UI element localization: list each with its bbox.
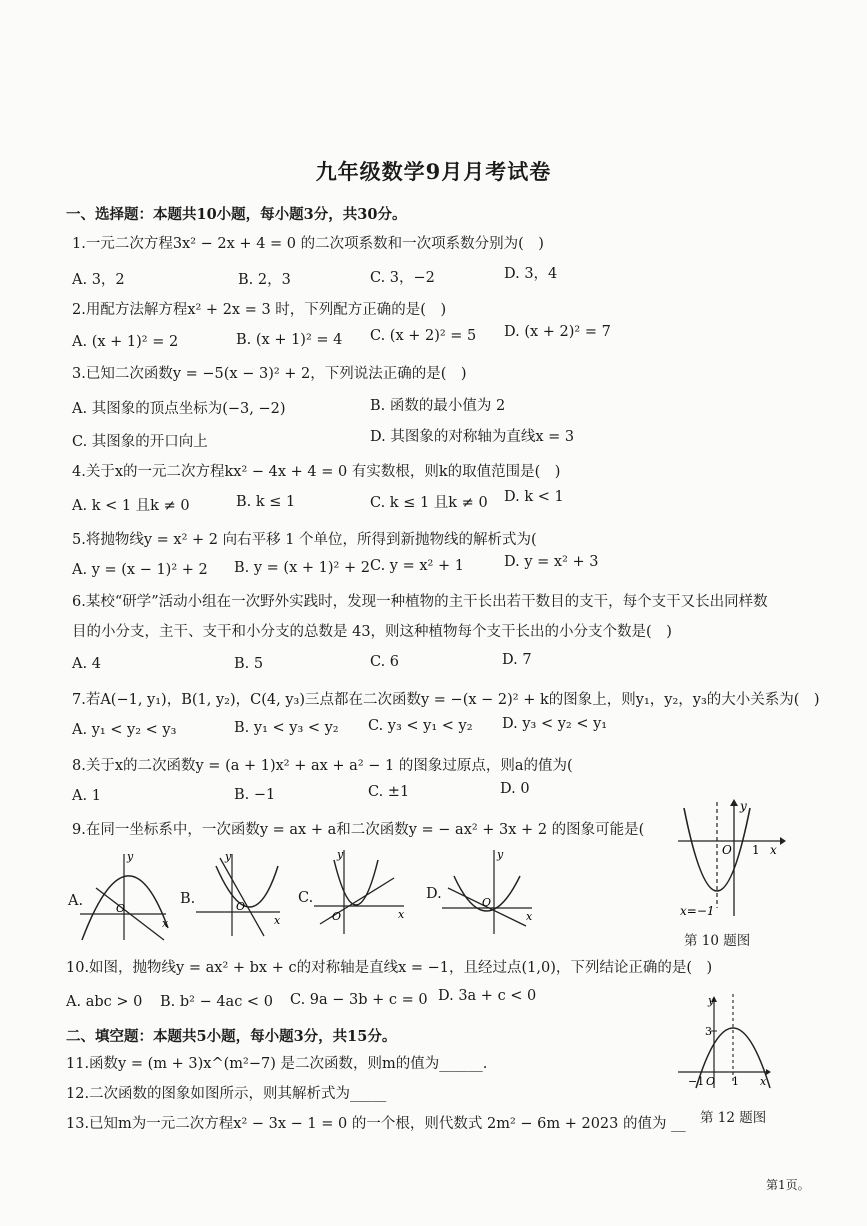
q6-option-b[interactable]: B. 5: [234, 656, 264, 672]
q4-option-d[interactable]: D. k < 1: [504, 489, 564, 505]
q2-option-c[interactable]: C. (x + 2)² = 5: [370, 328, 477, 344]
q5-option-d[interactable]: D. y = x² + 3: [504, 554, 599, 570]
q9-option-a[interactable]: A.: [68, 893, 84, 909]
fig12-x-label: x: [760, 1075, 767, 1088]
q10-option-b[interactable]: B. b² − 4ac < 0: [160, 994, 273, 1010]
q6-option-c[interactable]: C. 6: [370, 654, 400, 670]
q9c-origin-label: O: [332, 910, 342, 923]
page-number: 第1页。: [766, 1178, 810, 1192]
question-10-stem: 10.如图，抛物线y = ax² + bx + c的对称轴是直线x = −1，且经过点(1,0)，下列结论正确的是( ): [66, 960, 713, 976]
q2-option-d[interactable]: D. (x + 2)² = 7: [504, 324, 611, 340]
q3-option-c[interactable]: C. 其图象的开口向上: [72, 434, 208, 450]
q2-option-b[interactable]: B. (x + 1)² = 4: [236, 332, 343, 348]
q6-option-a[interactable]: A. 4: [72, 656, 101, 672]
section-2-heading: 二、填空题：本题共5小题，每小题3分，共15分。: [66, 1028, 397, 1045]
question-6-stem-line2: 目的小分支，主干、支干和小分支的总数是 43，则这种植物每个支干长出的小分支个数是( ): [72, 624, 672, 640]
fig12-origin-label: O: [706, 1075, 716, 1088]
q9-option-c[interactable]: C.: [298, 890, 314, 906]
q9b-x-label: x: [274, 914, 281, 927]
figure-12-caption: 第 12 题图: [700, 1110, 767, 1126]
q6-option-d[interactable]: D. 7: [502, 652, 532, 668]
q9-graph-c: [312, 846, 408, 936]
q9d-y-label: y: [497, 848, 504, 861]
q7-option-c[interactable]: C. y₃ < y₁ < y₂: [368, 718, 473, 734]
fig10-axis-label: x=−1: [680, 904, 715, 918]
q1-option-a[interactable]: A. 3，2: [72, 272, 125, 288]
q4-option-c[interactable]: C. k ≤ 1 且k ≠ 0: [370, 495, 488, 511]
question-5-stem: 5.将抛物线y = x² + 2 向右平移 1 个单位，所得到新抛物线的解析式为(: [72, 532, 537, 548]
q4-option-b[interactable]: B. k ≤ 1: [236, 494, 296, 510]
q5-option-c[interactable]: C. y = x² + 1: [370, 558, 464, 574]
question-12-stem: 12.二次函数的图象如图所示，则其解析式为_____: [66, 1086, 387, 1102]
question-13-stem: 13.已知m为一元二次方程x² − 3x − 1 = 0 的一个根，则代数式 2m² − 6m + 2023 的值为 __: [66, 1116, 686, 1132]
q10-option-c[interactable]: C. 9a − 3b + c = 0: [290, 992, 428, 1008]
q3-option-a[interactable]: A. 其图象的顶点坐标为(−3, −2): [72, 401, 286, 417]
page-title: 九年级数学9月月考试卷: [315, 159, 552, 184]
question-7-stem: 7.若A(−1, y₁)，B(1, y₂)，C(4, y₃)三点都在二次函数y = −(x − 2)² + k的图象上，则y₁，y₂，y₃的大小关系为( ): [72, 692, 820, 708]
fig12-y-label: y: [708, 994, 715, 1007]
question-11-stem: 11.函数y = (m + 3)x^(m²−7) 是二次函数，则m的值为______.: [66, 1056, 488, 1072]
q3-option-d[interactable]: D. 其图象的对称轴为直线x = 3: [370, 429, 575, 445]
fig12-one-label: 1: [732, 1075, 739, 1088]
q9b-origin-label: O: [236, 900, 246, 913]
fig10-one-label: 1: [752, 843, 760, 857]
q3-option-b[interactable]: B. 函数的最小值为 2: [370, 398, 506, 414]
q9d-x-label: x: [526, 910, 533, 923]
q1-option-c[interactable]: C. 3，−2: [370, 270, 435, 286]
q8-option-d[interactable]: D. 0: [500, 781, 530, 797]
q9a-x-label: x: [162, 917, 169, 930]
question-2-stem: 2.用配方法解方程x² + 2x = 3 时，下列配方正确的是( ): [72, 302, 447, 318]
figure-10-graph: [674, 796, 790, 920]
question-3-stem: 3.已知二次函数y = −5(x − 3)² + 2，下列说法正确的是( ): [72, 366, 467, 382]
q9a-y-label: y: [127, 850, 134, 863]
fig10-x-label: x: [770, 843, 777, 857]
figure-10-caption: 第 10 题图: [684, 933, 751, 949]
q8-option-c[interactable]: C. ±1: [368, 784, 410, 800]
q9-graph-a: [78, 848, 170, 944]
q1-option-b[interactable]: B. 2，3: [238, 272, 291, 288]
q9b-y-label: y: [225, 850, 232, 863]
q9-option-b[interactable]: B.: [180, 891, 196, 907]
q9a-origin-label: O: [116, 902, 126, 915]
q9-graph-d: [440, 846, 536, 936]
section-1-heading: 一、选择题：本题共10小题，每小题3分，共30分。: [66, 206, 407, 223]
question-6-stem: 6.某校“研学”活动小组在一次野外实践时，发现一种植物的主干长出若干数目的支干，每个支干又长出同样数: [72, 594, 768, 610]
q9-graph-b: [194, 848, 284, 938]
q5-option-a[interactable]: A. y = (x − 1)² + 2: [72, 562, 208, 578]
fig10-origin-label: O: [722, 843, 732, 857]
fig12-three-label: 3: [705, 1025, 712, 1038]
q10-option-d[interactable]: D. 3a + c < 0: [438, 988, 537, 1004]
q8-option-b[interactable]: B. −1: [234, 787, 276, 803]
q1-option-d[interactable]: D. 3，4: [504, 266, 558, 282]
q9c-y-label: y: [337, 848, 344, 861]
q7-option-b[interactable]: B. y₁ < y₃ < y₂: [234, 720, 339, 736]
q9d-origin-label: O: [482, 896, 492, 909]
fig10-y-label: y: [740, 799, 747, 813]
fig12-neg1-label: −1: [688, 1075, 705, 1088]
figure-12-graph: [674, 990, 774, 1090]
question-1-stem: 1.一元二次方程3x² − 2x + 4 = 0 的二次项系数和一次项系数分别为( ): [72, 236, 544, 252]
q9-option-d[interactable]: D.: [426, 886, 442, 902]
question-8-stem: 8.关于x的二次函数y = (a + 1)x² + ax + a² − 1 的图象过原点，则a的值为(: [72, 758, 573, 774]
q10-option-a[interactable]: A. abc > 0: [66, 994, 143, 1010]
question-4-stem: 4.关于x的一元二次方程kx² − 4x + 4 = 0 有实数根，则k的取值范围是( ): [72, 464, 561, 480]
q5-option-b[interactable]: B. y = (x + 1)² + 2: [234, 560, 370, 576]
q8-option-a[interactable]: A. 1: [72, 788, 101, 804]
q4-option-a[interactable]: A. k < 1 且k ≠ 0: [72, 498, 190, 514]
q7-option-d[interactable]: D. y₃ < y₂ < y₁: [502, 716, 608, 732]
question-9-stem: 9.在同一坐标系中，一次函数y = ax + a和二次函数y = − ax² + 3x + 2 的图象可能是(: [72, 822, 645, 838]
q2-option-a[interactable]: A. (x + 1)² = 2: [72, 334, 179, 350]
q7-option-a[interactable]: A. y₁ < y₂ < y₃: [72, 722, 177, 738]
q9c-x-label: x: [398, 908, 405, 921]
